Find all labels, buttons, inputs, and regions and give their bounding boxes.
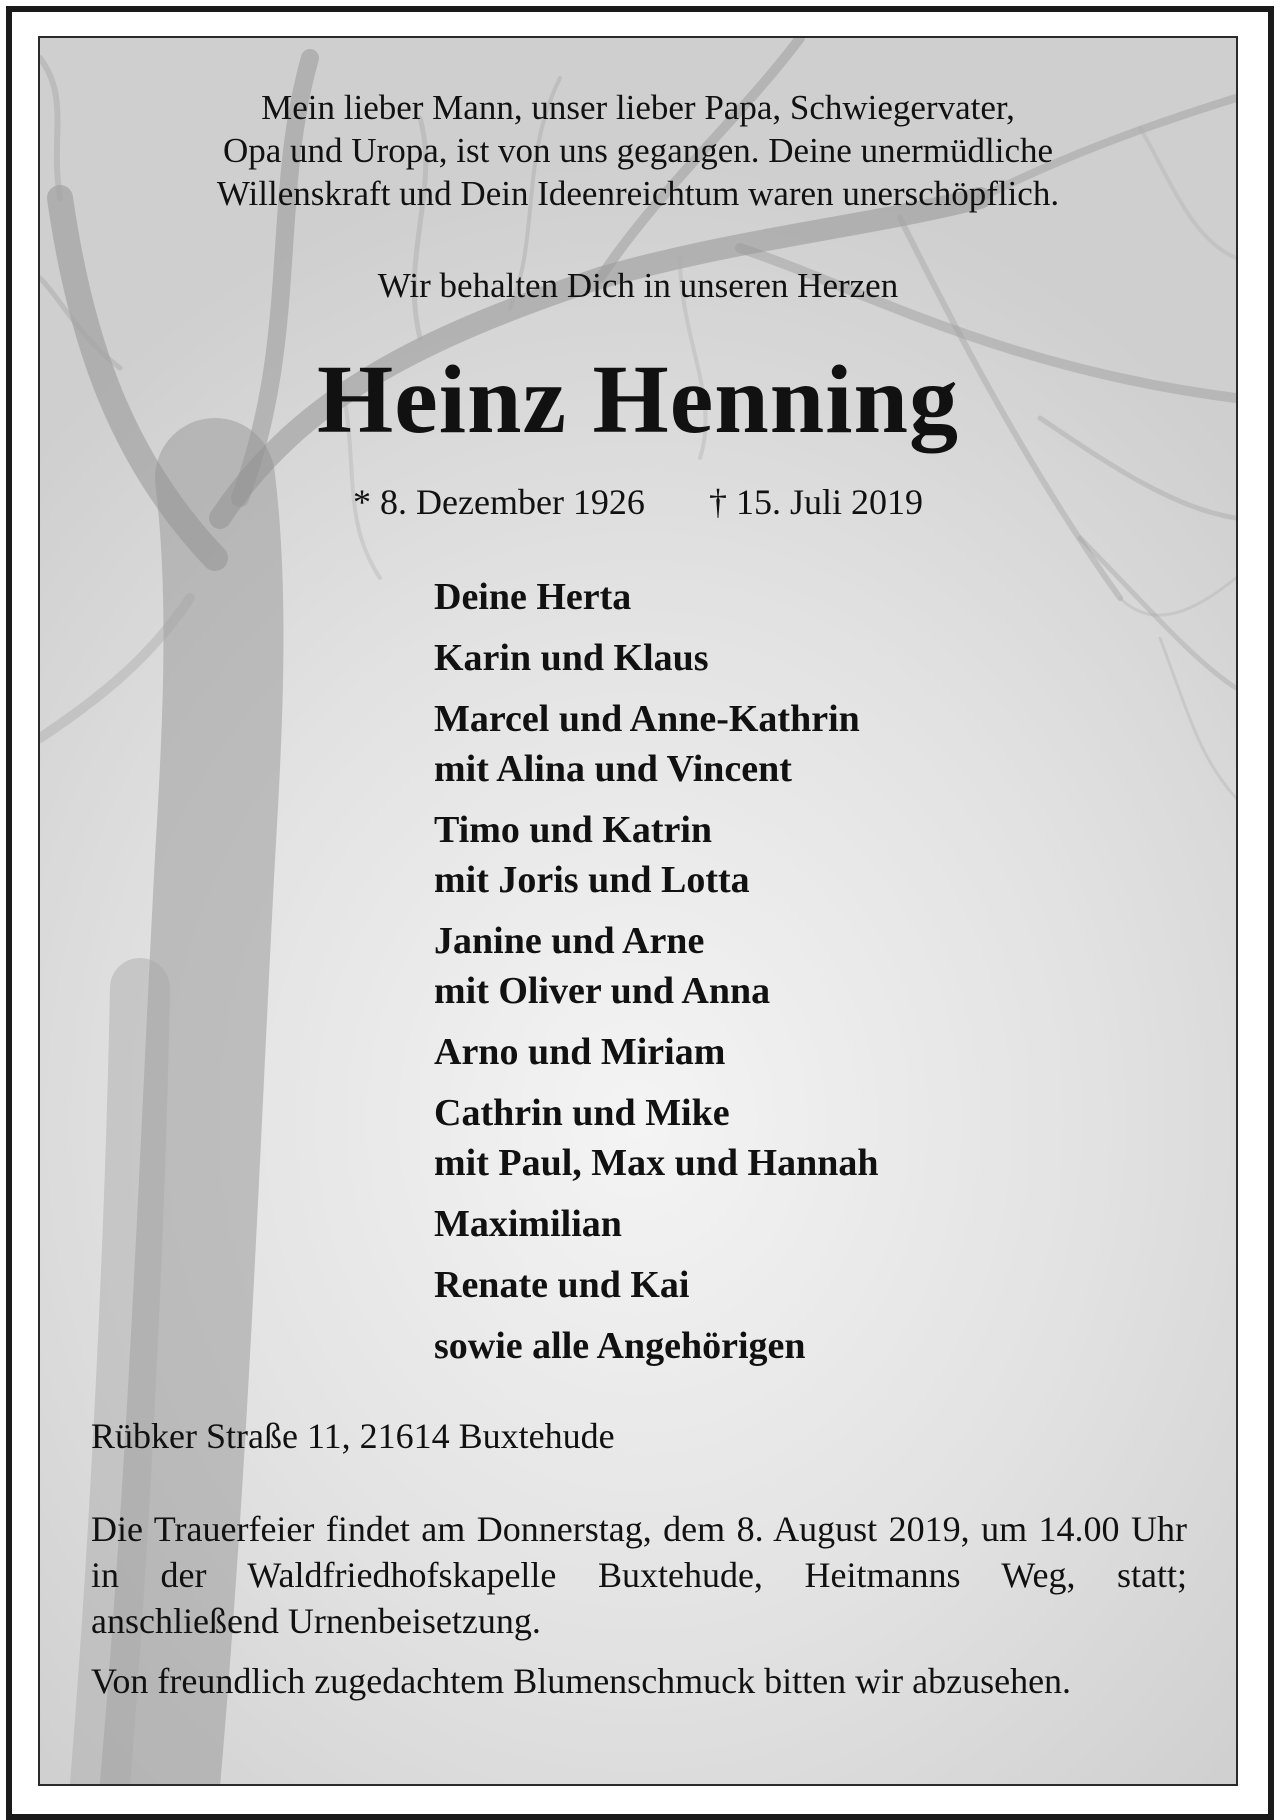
flowers-note: Von freundlich zugedachtem Blumenschmuck bitten wir abzusehen. [91,1661,1072,1701]
mourner-group [434,1088,1154,1188]
mourner-line: mit Paul, Max und Hannah [434,1142,879,1184]
mourner-line: mit Alina und Vincent [434,748,792,790]
mourner-line: sowie alle Angehörigen [434,1325,806,1367]
mourner-group [434,1321,1154,1371]
mourner-group [434,1027,1154,1077]
birth-date: * 8. Dezember 1926 [353,482,645,522]
deceased-name: Heinz Henning [317,346,959,454]
mourning-address: Rübker Straße 11, 21614 Buxtehude [91,1416,615,1456]
mourner-group [434,916,1154,1016]
mourner-group [434,633,1154,683]
mourner-group [434,694,1154,794]
mourner-line: Renate und Kai [434,1264,690,1306]
ceremony-notice: Die Trauerfeier findet am Donnerstag, dem 8. August 2019, um 14.00 Uhr in der Waldfriedhofskapelle Buxtehude, Heitmanns Weg, statt; anschließend Urnenbeisetzung. [91,1509,1187,1641]
life-dates [80,480,1196,524]
mourner-group [434,572,1154,622]
intro-line: Willenskraft und Dein Ideenreichtum waren unerschöpflich. [216,174,1060,213]
death-date: † 15. Juli 2019 [708,482,923,522]
mourners-list [434,572,1154,1382]
mourner-line: mit Oliver und Anna [434,970,771,1012]
mourner-line: Marcel und Anne-Kathrin [434,698,860,740]
mourner-line: Karin und Klaus [434,637,709,679]
mourner-line: mit Joris und Lotta [434,859,750,901]
intro-line: Mein lieber Mann, unser lieber Papa, Schwiegervater, [261,88,1015,127]
mourner-line: Arno und Miriam [434,1031,726,1073]
outer-frame [6,6,1274,1820]
obituary-card [38,36,1238,1786]
mourner-group [434,805,1154,905]
obituary-content [40,38,1236,1784]
intro-text [80,86,1196,215]
motto: Wir behalten Dich in unseren Herzen [377,266,899,305]
mourner-line: Timo und Katrin [434,809,713,851]
mourner-group [434,1199,1154,1249]
mourner-line: Deine Herta [434,576,632,618]
mourner-line: Janine und Arne [434,920,705,962]
mourner-line: Maximilian [434,1203,622,1245]
intro-line: Opa und Uropa, ist von uns gegangen. Deine unermüdliche [222,131,1054,170]
mourner-line: Cathrin und Mike [434,1092,730,1134]
mourner-group [434,1260,1154,1310]
